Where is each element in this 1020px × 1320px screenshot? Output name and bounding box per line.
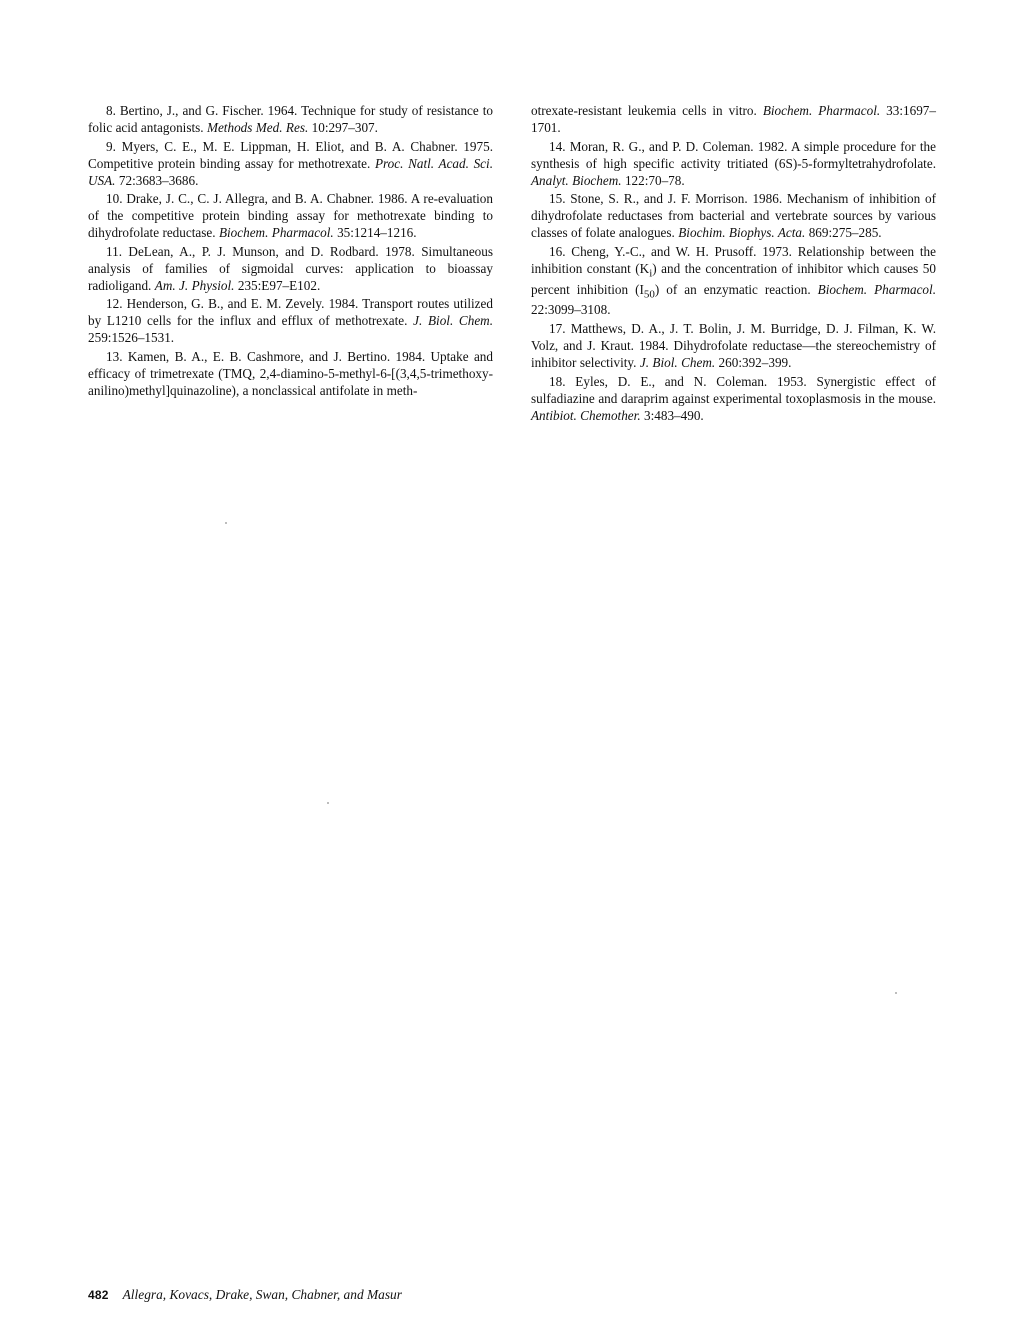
reference-item: 10. Drake, J. C., C. J. Allegra, and B. A. Chabner. 1986. A re-evaluation of the competitive protein binding assay for methotrexate binding to dihydrofolate reductase. Biochem. Pharmacol. 35:1214–1216.	[88, 191, 493, 241]
reference-item: 15. Stone, S. R., and J. F. Morrison. 1986. Mechanism of inhibition of dihydrofolate reductases from bacterial and vertebrate sources by various classes of folate analogues. Biochim. Biophys. Acta. 869:275–285.	[531, 191, 936, 241]
reference-item: 8. Bertino, J., and G. Fischer. 1964. Technique for study of resistance to folic acid antagonists. Methods Med. Res. 10:297–307.	[88, 103, 493, 136]
left-column	[88, 102, 493, 425]
reference-item: 11. DeLean, A., P. J. Munson, and D. Rodbard. 1978. Simultaneous analysis of families of sigmoidal curves: application to bioassay radioligand. Am. J. Physiol. 235:E97–E102.	[88, 243, 493, 293]
running-authors: Allegra, Kovacs, Drake, Swan, Chabner, and Masur	[122, 1287, 402, 1302]
page-speck	[895, 992, 897, 994]
reference-columns	[88, 102, 936, 425]
page-footer	[88, 1287, 936, 1303]
reference-item: 12. Henderson, G. B., and E. M. Zevely. 1984. Transport routes utilized by L1210 cells for the influx and efflux of methotrexate. J. Biol. Chem. 259:1526–1531.	[88, 296, 493, 346]
page-speck	[225, 522, 227, 524]
reference-item-continuation: otrexate-resistant leukemia cells in vitro. Biochem. Pharmacol. 33:1697–1701.	[531, 103, 936, 136]
reference-item: 9. Myers, C. E., M. E. Lippman, H. Eliot, and B. A. Chabner. 1975. Competitive protein binding assay for methotrexate. Proc. Natl. Acad. Sci. USA. 72:3683–3686.	[88, 138, 493, 188]
right-column	[531, 102, 936, 425]
reference-item: 13. Kamen, B. A., E. B. Cashmore, and J. Bertino. 1984. Uptake and efficacy of trimetrexate (TMQ, 2,4-diamino-5-methyl-6-[(3,4,5-trimethoxy-anilino)methyl]quinazoline), a nonclassical antifolate in meth-	[88, 348, 493, 398]
reference-item: 17. Matthews, D. A., J. T. Bolin, J. M. Burridge, D. J. Filman, K. W. Volz, and J. Kraut. 1984. Dihydrofolate reductase—the stereochemistry of inhibitor selectivity. J. Biol. Chem. 260:392–399.	[531, 320, 936, 371]
reference-item: 18. Eyles, D. E., and N. Coleman. 1953. Synergistic effect of sulfadiazine and daraprim against experimental toxoplasmosis in the mouse. Antibiot. Chemother. 3:483–490.	[531, 373, 936, 423]
page-number: 482	[88, 1288, 109, 1302]
page-speck	[327, 802, 329, 804]
reference-item: 14. Moran, R. G., and P. D. Coleman. 1982. A simple procedure for the synthesis of high specific activity tritiated (6S)-5-formyltetrahydrofolate. Analyt. Biochem. 122:70–78.	[531, 138, 936, 188]
reference-item: 16. Cheng, Y.-C., and W. H. Prusoff. 1973. Relationship between the inhibition constant $(K_i)$ and the concentration of inhibitor which causes 50 percent inhibition $(I_{50})$ of an enzymatic reaction. Biochem. Pharmacol. 22:3099–3108.	[531, 243, 936, 318]
